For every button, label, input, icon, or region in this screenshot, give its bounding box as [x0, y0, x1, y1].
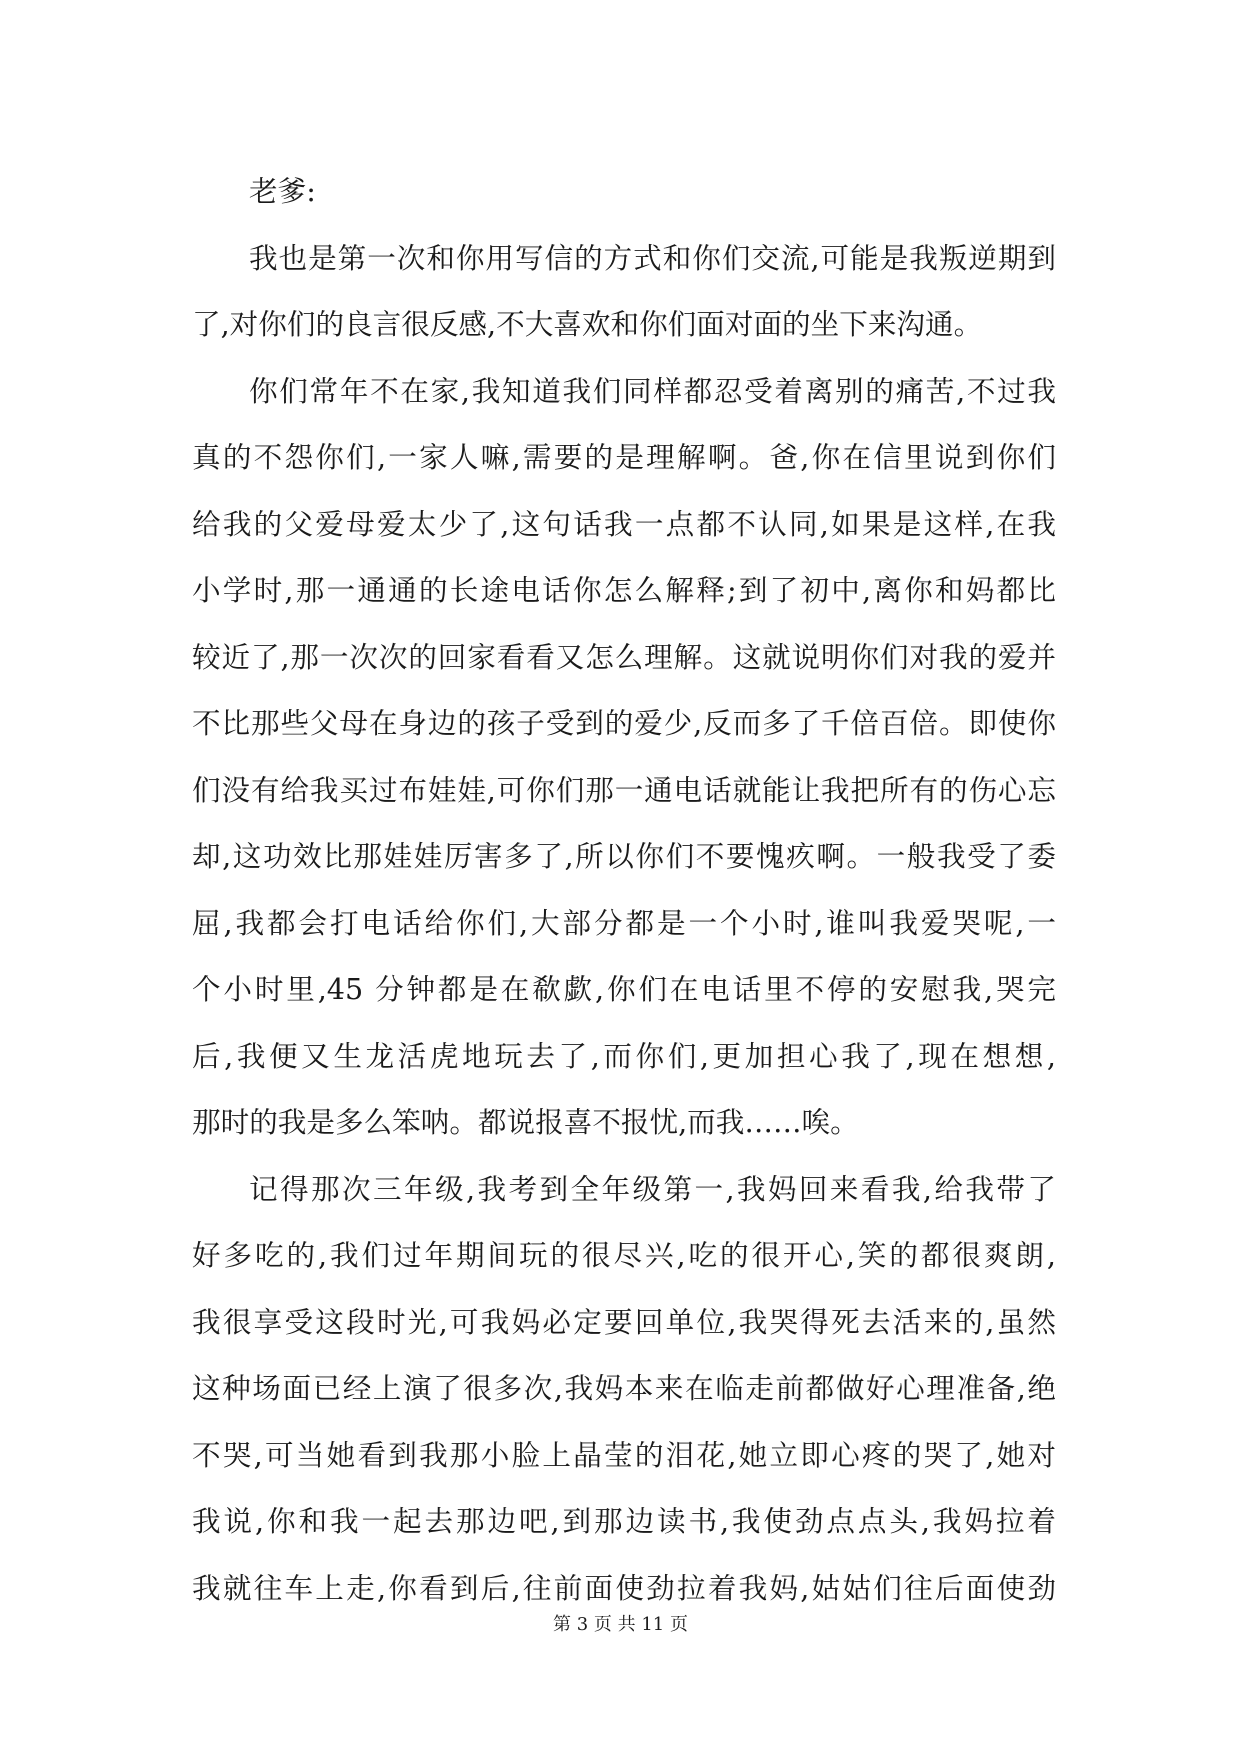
letter-body: [192, 158, 1056, 1621]
text-line: 你们常年不在家,我知道我们同样都忍受着离别的痛苦,不过我: [249, 373, 1056, 408]
text-line: 却,这功效比那娃娃厉害多了,所以你们不要愧疚啊。一般我受了委: [192, 839, 1056, 873]
text-line: 后,我便又生龙活虎地玩去了,而你们,更加担心我了,现在想想,: [192, 1038, 1056, 1073]
letter-salutation: 老爹:: [249, 174, 316, 208]
text-line: 真的不怨你们,一家人嘛,需要的是理解啊。爸,你在信里说到你们: [192, 440, 1056, 474]
text-line: 不比那些父母在身边的孩子受到的爱少,反而多了千倍百倍。即使你: [192, 706, 1056, 740]
page-number-footer: 第 3 页 共 11 页: [553, 1614, 688, 1635]
text-line: 屈,我都会打电话给你们,大部分都是一个小时,谁叫我爱哭呢,一: [192, 905, 1056, 940]
text-line: 我就往车上走,你看到后,往前面使劲拉着我妈,姑姑们往后面使劲: [192, 1570, 1056, 1605]
text-line: 了,对你们的良言很反感,不大喜欢和你们面对面的坐下来沟通。: [192, 307, 983, 341]
text-line: 们没有给我买过布娃娃,可你们那一通电话就能让我把所有的伤心忘: [192, 772, 1056, 807]
text-line: 个小时里,45 分钟都是在欷歔,你们在电话里不停的安慰我,哭完: [192, 972, 1056, 1006]
text-line: 我很享受这段时光,可我妈必定要回单位,我哭得死去活来的,虽然: [192, 1304, 1056, 1339]
text-line: 给我的父爱母爱太少了,这句话我一点都不认同,如果是这样,在我: [192, 506, 1056, 541]
text-line: 那时的我是多么笨呐。都说报喜不报忧,而我……唉。: [192, 1105, 859, 1139]
text-line: 我也是第一次和你用写信的方式和你们交流,可能是我叛逆期到: [249, 240, 1056, 275]
text-line: 不哭,可当她看到我那小脸上晶莹的泪花,她立即心疼的哭了,她对: [192, 1437, 1056, 1472]
text-line: 这种场面已经上演了很多次,我妈本来在临走前都做好心理准备,绝: [192, 1371, 1056, 1405]
text-line: 我说,你和我一起去那边吧,到那边读书,我使劲点点头,我妈拉着: [192, 1504, 1056, 1538]
text-line: 记得那次三年级,我考到全年级第一,我妈回来看我,给我带了: [249, 1171, 1056, 1206]
text-line: 较近了,那一次次的回家看看又怎么理解。这就说明你们对我的爱并: [192, 639, 1056, 674]
text-line: 小学时,那一通通的长途电话你怎么解释;到了初中,离你和妈都比: [192, 573, 1056, 607]
text-line: 好多吃的,我们过年期间玩的很尽兴,吃的很开心,笑的都很爽朗,: [192, 1238, 1056, 1272]
